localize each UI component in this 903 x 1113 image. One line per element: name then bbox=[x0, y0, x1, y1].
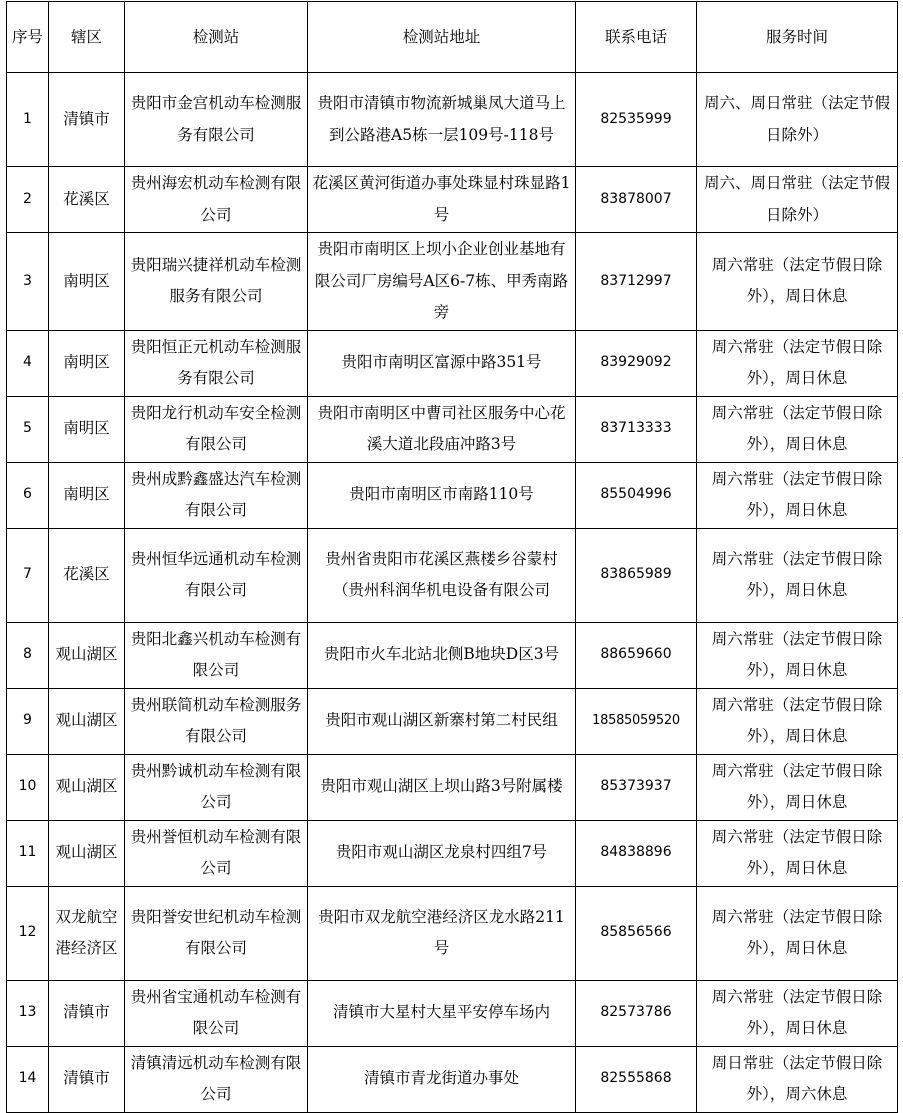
cell-station: 清镇清远机动车检测有限公司 bbox=[125, 1046, 308, 1112]
cell-hours: 周六常驻（法定节假日除外），周日休息 bbox=[697, 330, 898, 396]
cell-hours: 周六常驻（法定节假日除外），周日休息 bbox=[697, 233, 898, 331]
cell-hours: 周日常驻（法定节假日除外），周六休息 bbox=[697, 1046, 898, 1112]
cell-address: 贵阳市南明区富源中路351号 bbox=[308, 330, 576, 396]
table-row bbox=[7, 754, 898, 820]
table-row bbox=[7, 886, 898, 980]
cell-index: 5 bbox=[7, 396, 49, 462]
table-row bbox=[7, 820, 898, 886]
cell-address: 贵阳市清镇市物流新城巢凤大道马上到公路港A5栋一层109号-118号 bbox=[308, 73, 576, 167]
cell-address: 清镇市大星村大星平安停车场内 bbox=[308, 980, 576, 1046]
cell-hours: 周六常驻（法定节假日除外），周日休息 bbox=[697, 754, 898, 820]
table-row bbox=[7, 396, 898, 462]
cell-hours: 周六常驻（法定节假日除外），周日休息 bbox=[697, 528, 898, 622]
header-address: 检测站地址 bbox=[308, 2, 576, 73]
table-row bbox=[7, 622, 898, 688]
table-row bbox=[7, 233, 898, 331]
cell-address: 贵阳市火车北站北侧B地块D区3号 bbox=[308, 622, 576, 688]
cell-address: 贵阳市观山湖区新寨村第二村民组 bbox=[308, 688, 576, 754]
cell-hours: 周六常驻（法定节假日除外），周日休息 bbox=[697, 688, 898, 754]
table-body bbox=[7, 73, 898, 1113]
cell-district: 花溪区 bbox=[49, 167, 125, 233]
cell-district: 清镇市 bbox=[49, 980, 125, 1046]
table-row bbox=[7, 462, 898, 528]
table-row bbox=[7, 330, 898, 396]
cell-index: 8 bbox=[7, 622, 49, 688]
cell-address: 贵州省贵阳市花溪区燕楼乡谷蒙村（贵州科润华机电设备有限公司 bbox=[308, 528, 576, 622]
header-district: 辖区 bbox=[49, 2, 125, 73]
cell-hours: 周六常驻（法定节假日除外），周日休息 bbox=[697, 396, 898, 462]
cell-hours: 周六、周日常驻（法定节假日除外） bbox=[697, 167, 898, 233]
cell-index: 14 bbox=[7, 1046, 49, 1112]
cell-station: 贵州联简机动车检测服务有限公司 bbox=[125, 688, 308, 754]
cell-phone: 85373937 bbox=[576, 754, 697, 820]
cell-index: 9 bbox=[7, 688, 49, 754]
cell-hours: 周六常驻（法定节假日除外），周日休息 bbox=[697, 980, 898, 1046]
cell-station: 贵阳北鑫兴机动车检测有限公司 bbox=[125, 622, 308, 688]
cell-station: 贵州誉恒机动车检测有限公司 bbox=[125, 820, 308, 886]
cell-index: 13 bbox=[7, 980, 49, 1046]
table-row bbox=[7, 167, 898, 233]
table-row bbox=[7, 73, 898, 167]
cell-address: 贵阳市观山湖区龙泉村四组7号 bbox=[308, 820, 576, 886]
cell-hours: 周六、周日常驻（法定节假日除外） bbox=[697, 73, 898, 167]
cell-station: 贵州黔诚机动车检测有限公司 bbox=[125, 754, 308, 820]
table-row bbox=[7, 980, 898, 1046]
cell-district: 观山湖区 bbox=[49, 820, 125, 886]
cell-district: 清镇市 bbox=[49, 1046, 125, 1112]
cell-index: 4 bbox=[7, 330, 49, 396]
header-row bbox=[7, 2, 898, 73]
cell-station: 贵阳誉安世纪机动车检测有限公司 bbox=[125, 886, 308, 980]
cell-district: 双龙航空港经济区 bbox=[49, 886, 125, 980]
cell-district: 南明区 bbox=[49, 330, 125, 396]
cell-address: 贵阳市南明区上坝小企业创业基地有限公司厂房编号A区6-7栋、甲秀南路旁 bbox=[308, 233, 576, 331]
cell-phone: 84838896 bbox=[576, 820, 697, 886]
cell-station: 贵州海宏机动车检测有限公司 bbox=[125, 167, 308, 233]
cell-hours: 周六常驻（法定节假日除外），周日休息 bbox=[697, 886, 898, 980]
cell-station: 贵阳瑞兴捷祥机动车检测服务有限公司 bbox=[125, 233, 308, 331]
cell-address: 贵阳市观山湖区上坝山路3号附属楼 bbox=[308, 754, 576, 820]
inspection-station-table bbox=[6, 1, 898, 1113]
cell-address: 贵阳市南明区中曹司社区服务中心花溪大道北段庙冲路3号 bbox=[308, 396, 576, 462]
cell-station: 贵阳市金宫机动车检测服务有限公司 bbox=[125, 73, 308, 167]
cell-address: 花溪区黄河街道办事处珠显村珠显路1号 bbox=[308, 167, 576, 233]
cell-district: 观山湖区 bbox=[49, 622, 125, 688]
cell-district: 花溪区 bbox=[49, 528, 125, 622]
cell-address: 清镇市青龙街道办事处 bbox=[308, 1046, 576, 1112]
cell-phone: 83878007 bbox=[576, 167, 697, 233]
cell-hours: 周六常驻（法定节假日除外），周日休息 bbox=[697, 820, 898, 886]
cell-address: 贵阳市南明区市南路110号 bbox=[308, 462, 576, 528]
cell-index: 6 bbox=[7, 462, 49, 528]
cell-district: 南明区 bbox=[49, 233, 125, 331]
cell-index: 7 bbox=[7, 528, 49, 622]
cell-station: 贵州省宝通机动车检测有限公司 bbox=[125, 980, 308, 1046]
cell-hours: 周六常驻（法定节假日除外），周日休息 bbox=[697, 622, 898, 688]
cell-phone: 85856566 bbox=[576, 886, 697, 980]
cell-index: 3 bbox=[7, 233, 49, 331]
cell-district: 南明区 bbox=[49, 396, 125, 462]
cell-index: 10 bbox=[7, 754, 49, 820]
cell-phone: 83865989 bbox=[576, 528, 697, 622]
cell-phone: 83929092 bbox=[576, 330, 697, 396]
cell-index: 2 bbox=[7, 167, 49, 233]
cell-station: 贵州恒华远通机动车检测有限公司 bbox=[125, 528, 308, 622]
cell-phone: 18585059520 bbox=[576, 688, 697, 754]
cell-phone: 83712997 bbox=[576, 233, 697, 331]
cell-index: 11 bbox=[7, 820, 49, 886]
header-index: 序号 bbox=[7, 2, 49, 73]
table-row bbox=[7, 688, 898, 754]
cell-station: 贵州成黔鑫盛达汽车检测有限公司 bbox=[125, 462, 308, 528]
cell-index: 1 bbox=[7, 73, 49, 167]
cell-phone: 82555868 bbox=[576, 1046, 697, 1112]
cell-district: 南明区 bbox=[49, 462, 125, 528]
header-phone: 联系电话 bbox=[576, 2, 697, 73]
header-hours: 服务时间 bbox=[697, 2, 898, 73]
cell-district: 观山湖区 bbox=[49, 688, 125, 754]
table-row bbox=[7, 528, 898, 622]
cell-index: 12 bbox=[7, 886, 49, 980]
cell-address: 贵阳市双龙航空港经济区龙水路211号 bbox=[308, 886, 576, 980]
cell-district: 观山湖区 bbox=[49, 754, 125, 820]
table-row bbox=[7, 1046, 898, 1112]
cell-phone: 85504996 bbox=[576, 462, 697, 528]
cell-station: 贵阳龙行机动车安全检测有限公司 bbox=[125, 396, 308, 462]
cell-phone: 82573786 bbox=[576, 980, 697, 1046]
cell-district: 清镇市 bbox=[49, 73, 125, 167]
cell-station: 贵阳恒正元机动车检测服务有限公司 bbox=[125, 330, 308, 396]
cell-phone: 83713333 bbox=[576, 396, 697, 462]
header-station: 检测站 bbox=[125, 2, 308, 73]
cell-phone: 82535999 bbox=[576, 73, 697, 167]
cell-hours: 周六常驻（法定节假日除外），周日休息 bbox=[697, 462, 898, 528]
cell-phone: 88659660 bbox=[576, 622, 697, 688]
